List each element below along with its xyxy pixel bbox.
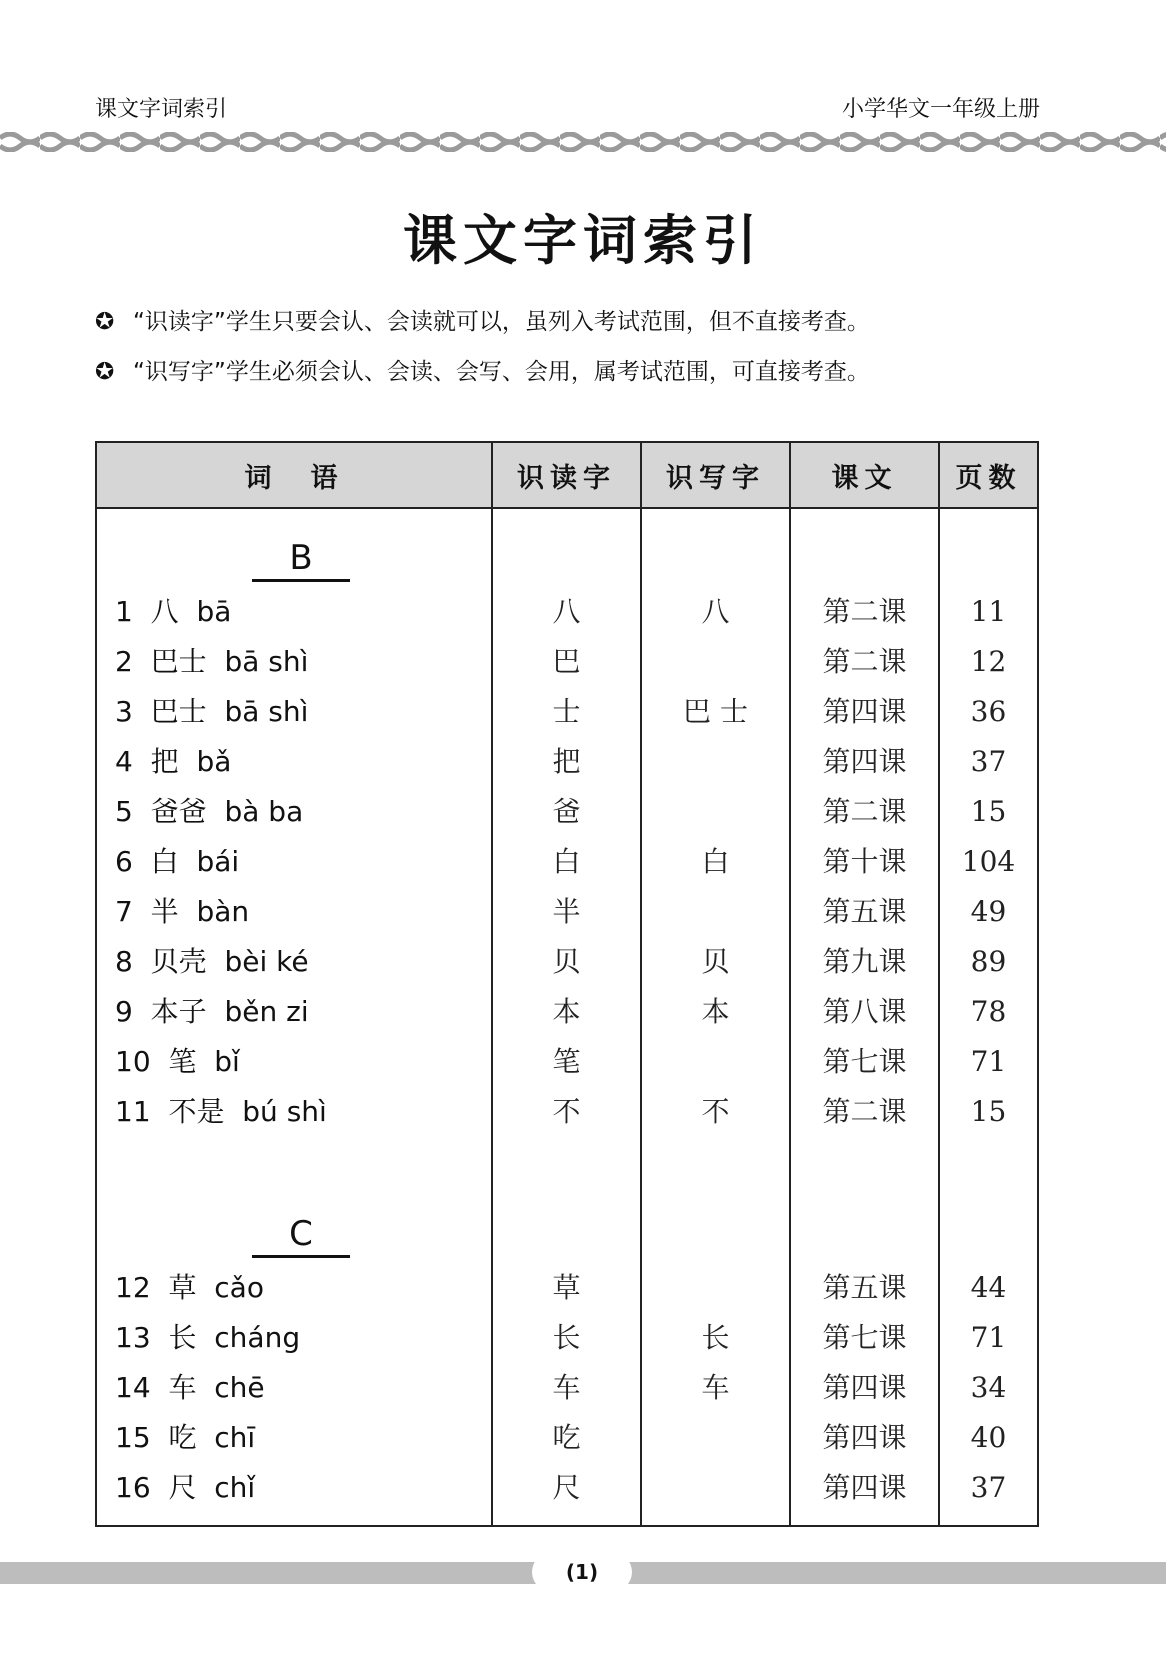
page: 44 [970,1271,1007,1304]
lesson: 第二课 [822,1095,907,1128]
word: 爸爸 [150,795,207,828]
note-2 [95,353,870,386]
table-row-word [97,787,491,837]
read-char: 把 [552,745,581,778]
write-char [642,1413,789,1463]
read-char: 白 [552,845,581,878]
table-row-word [97,1413,491,1463]
page: 40 [970,1421,1007,1454]
row-number: 13 [115,1321,151,1354]
table-row-word [97,887,491,937]
lesson: 第四课 [822,745,907,778]
lesson: 第五课 [822,1271,907,1304]
section-letter-text: B [252,537,350,582]
row-number: 1 [115,595,133,628]
word: 半 [150,895,179,928]
read-char: 不 [552,1095,581,1128]
word: 本子 [150,995,207,1028]
row-number: 3 [115,695,133,728]
lesson: 第八课 [822,995,907,1028]
page: 37 [970,745,1007,778]
read-char: 笔 [552,1045,581,1078]
section-letter [97,1207,491,1263]
header-read-chars: 识读字 [492,442,641,508]
note-1 [95,303,870,336]
pinyin: bà ba [224,795,304,828]
pinyin: cǎo [214,1271,264,1304]
header-words: 词 语 [96,442,492,508]
word: 笔 [168,1045,197,1078]
table-row-word [97,1037,491,1087]
row-number: 9 [115,995,133,1028]
table-row-word [97,737,491,787]
word: 巴士 [150,695,207,728]
page: 49 [970,895,1007,928]
page: 78 [970,995,1007,1028]
row-number: 14 [115,1371,151,1404]
read-char: 车 [552,1371,581,1404]
word: 贝壳 [150,945,207,978]
page: 89 [970,945,1007,978]
lesson: 第四课 [822,1421,907,1454]
pinyin: bǐ [214,1045,240,1078]
lesson: 第十课 [822,845,907,878]
row-number: 15 [115,1421,151,1454]
lesson: 第四课 [822,695,907,728]
read-char: 本 [552,995,581,1028]
write-char: 本 [701,995,730,1028]
page: 71 [970,1321,1007,1354]
word: 把 [150,745,179,778]
pinyin: bàn [196,895,250,928]
write-char: 车 [701,1371,730,1404]
section-letter [97,531,491,587]
table-row-word [97,1263,491,1313]
row-number: 8 [115,945,133,978]
write-char [642,887,789,937]
write-char [642,1463,789,1513]
write-char: 八 [701,595,730,628]
read-char: 吃 [552,1421,581,1454]
row-number: 7 [115,895,133,928]
row-number: 5 [115,795,133,828]
table-row-word [97,587,491,637]
lesson: 第五课 [822,895,907,928]
write-char: 贝 [701,945,730,978]
table-row-word [97,837,491,887]
table-row-word [97,687,491,737]
page: 15 [970,1095,1007,1128]
row-number: 4 [115,745,133,778]
table-row-word [97,987,491,1037]
page: 11 [970,595,1007,628]
row-number: 11 [115,1095,151,1128]
word: 吃 [168,1421,197,1454]
lesson: 第七课 [822,1321,907,1354]
word: 八 [150,595,179,628]
read-char: 长 [552,1321,581,1354]
word-index-table [95,441,1039,1527]
header-write-chars: 识写字 [641,442,790,508]
read-char: 草 [552,1271,581,1304]
pinyin: cháng [214,1321,301,1354]
header-page: 页数 [939,442,1038,508]
pinyin: chē [214,1371,265,1404]
table-row-word [97,1363,491,1413]
page: 104 [961,845,1016,878]
page-title: 课文字词索引 [403,209,763,272]
row-number: 12 [115,1271,151,1304]
row-number: 16 [115,1471,151,1504]
lesson: 第二课 [822,595,907,628]
lesson: 第四课 [822,1471,907,1504]
pinyin: bǎ [196,745,232,778]
write-char [642,787,789,837]
lesson: 第七课 [822,1045,907,1078]
write-char: 长 [701,1321,730,1354]
page-number: (1) [532,1552,632,1592]
page: 71 [970,1045,1007,1078]
page: 15 [970,795,1007,828]
word: 长 [168,1321,197,1354]
write-char [642,1037,789,1087]
pinyin: bú shì [242,1095,327,1128]
running-header-right: 小学华文一年级上册 [841,97,1040,122]
write-char: 巴 士 [683,695,748,728]
page: 12 [970,645,1007,678]
pinyin: bā shì [224,645,309,678]
wave-divider [0,132,1166,152]
note-text: “识写字”学生必须会认、会读、会写、会用，属考试范围，可直接考查。 [133,359,870,385]
pinyin: běn zi [224,995,309,1028]
write-char [642,637,789,687]
read-char: 巴 [552,645,581,678]
read-char: 八 [552,595,581,628]
pinyin: bèi ké [224,945,309,978]
read-char: 尺 [552,1471,581,1504]
read-char: 爸 [552,795,581,828]
table-row-word [97,937,491,987]
pinyin: chǐ [214,1471,256,1504]
pinyin: bā [196,595,232,628]
read-char: 半 [552,895,581,928]
note-text: “识读字”学生只要会认、会读就可以，虽列入考试范围，但不直接考查。 [133,309,870,335]
page: 34 [970,1371,1007,1404]
read-char: 士 [552,695,581,728]
write-char [642,1263,789,1313]
table-row-word [97,1087,491,1137]
lesson: 第九课 [822,945,907,978]
write-char: 白 [701,845,730,878]
star-circle-icon: ✪ [95,359,115,385]
table-row-word [97,637,491,687]
row-number: 6 [115,845,133,878]
pinyin: bái [196,845,240,878]
row-number: 2 [115,645,133,678]
pinyin: bā shì [224,695,309,728]
row-number: 10 [115,1045,151,1078]
write-char: 不 [701,1095,730,1128]
word: 巴士 [150,645,207,678]
pinyin: chī [214,1421,256,1454]
running-header-left: 课文字词索引 [95,97,228,122]
star-circle-icon: ✪ [95,309,115,335]
word: 尺 [168,1471,197,1504]
word: 不是 [168,1095,225,1128]
header-lesson: 课文 [790,442,939,508]
word: 草 [168,1271,197,1304]
write-char [642,737,789,787]
lesson: 第二课 [822,795,907,828]
table-row-word [97,1463,491,1513]
lesson: 第二课 [822,645,907,678]
page: 37 [970,1471,1007,1504]
lesson: 第四课 [822,1371,907,1404]
word: 白 [150,845,179,878]
section-letter-text: C [252,1213,350,1258]
word: 车 [168,1371,197,1404]
read-char: 贝 [552,945,581,978]
table-row-word [97,1313,491,1363]
page: 36 [970,695,1007,728]
